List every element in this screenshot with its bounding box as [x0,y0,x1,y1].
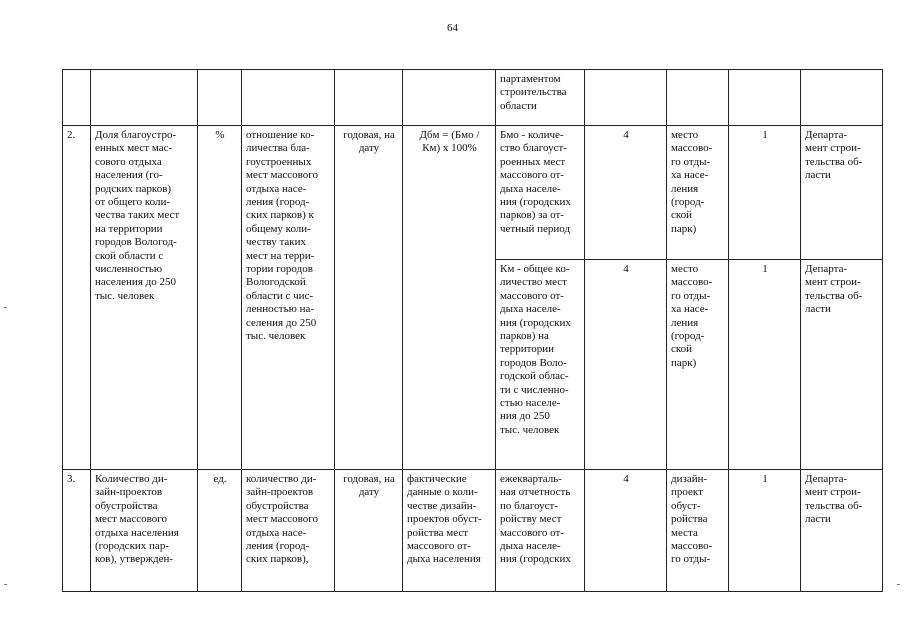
table-cell [729,70,801,126]
table-cell: партаментом строительства области [496,70,585,126]
row-number: 3. [63,470,91,592]
table-row-indicator-3 [63,470,883,592]
table-cell [667,70,729,126]
indicator-unit: ед. [198,470,242,592]
responsible-body: Департа- мент строи- тельства об- ласти [801,260,883,470]
parameter-code: 1 [729,260,801,470]
scan-mark [897,584,900,585]
parameter-description: Бмо - количе- ство благоуст- роенных мест массового от- дыха населе- ния (городских парков) за от- четный период [496,126,585,260]
table-cell [801,70,883,126]
parameter-code: 1 [729,126,801,260]
table-row-indicator-2 [63,126,883,260]
parameter-code: 1 [729,470,801,592]
indicator-name: Количество ди- зайн-проектов обустройства мест массового отдыха населения (городских пар- ков), утвержден- [91,470,198,592]
scan-mark [4,584,7,585]
collection-method: 4 [585,260,667,470]
parameter-unit: место массово- го отды- ха насе- ления (город- ской парк) [667,260,729,470]
indicator-formula: Дбм = (Бмо / Км) х 100% [403,126,496,470]
parameter-unit: место массово- го отды- ха насе- ления (город- ской парк) [667,126,729,260]
indicator-definition: отношение ко- личества бла- гоустроенных мест массового отдыха насе- ления (город- ских парков) к общему коли- честву таких мест на терри- тории городов Вологодской области с чис- ленностью на- селения до 250 тыс. человек [242,126,335,470]
scan-mark [4,307,7,308]
page-number: 64 [447,22,458,34]
parameter-description: Км - общее ко- личество мест массового от- дыха населе- ния (городских парков) на территории городов Воло- годской облас- ти с численно- стью населе- ния до 250 тыс. человек [496,260,585,470]
indicator-period: годовая, на дату [335,126,403,470]
indicator-name: Доля благоустро- енных мест мас- сового отдыха населения (го- родских парков) от общего коли- чества таких мест на территории городов Вологод- ской области с численностью населения до 250 тыс. человек [91,126,198,470]
table-cell [63,70,91,126]
responsible-body: Департа- мент строи- тельства об- ласти [801,470,883,592]
parameter-description: ежекварталь- ная отчетность по благоуст- ройству мест массового от- дыха населе- ния (городских [496,470,585,592]
table-cell [403,70,496,126]
table-cell [91,70,198,126]
table-row-continuation [63,70,883,126]
indicator-period: годовая, на дату [335,470,403,592]
indicator-table [62,69,883,592]
table-cell [335,70,403,126]
indicator-definition: количество ди- зайн-проектов обустройства мест массового отдыха насе- ления (город- ских парков), [242,470,335,592]
parameter-unit: дизайн- проект обуст- ройства места массово- го отды- [667,470,729,592]
responsible-body: Департа- мент строи- тельства об- ласти [801,126,883,260]
indicator-unit: % [198,126,242,470]
indicator-formula: фактические данные о коли- честве дизайн- проектов обуст- ройства мест массового от- дыха населения [403,470,496,592]
table-cell [585,70,667,126]
row-number: 2. [63,126,91,470]
table-cell [198,70,242,126]
collection-method: 4 [585,470,667,592]
collection-method: 4 [585,126,667,260]
table-cell [242,70,335,126]
